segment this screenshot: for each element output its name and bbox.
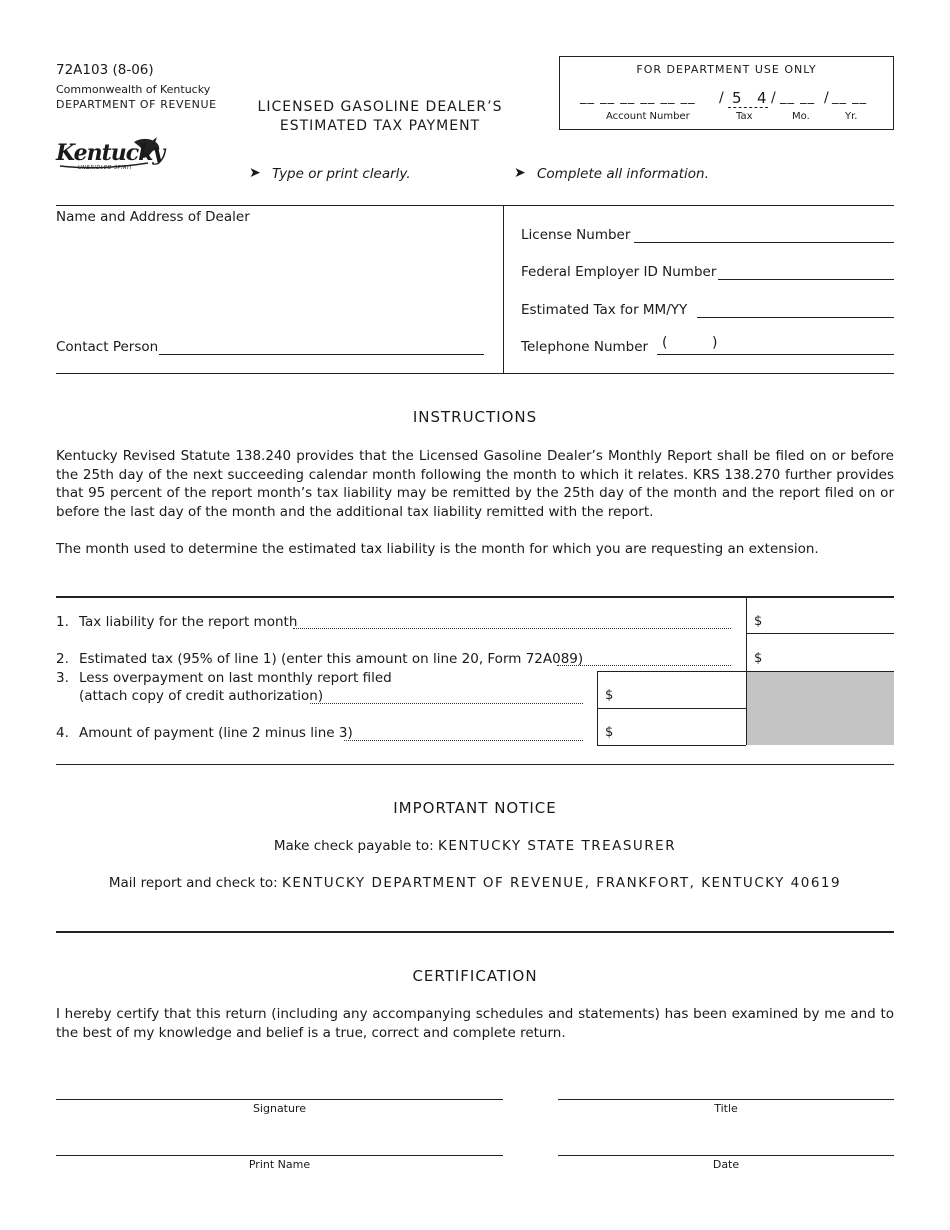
- line-2-text: Estimated tax (95% of line 1) (enter this amount on line 20, Form 72A089): [79, 651, 584, 667]
- name-address-field[interactable]: [56, 230, 496, 325]
- slash-3: /: [824, 90, 829, 106]
- fein-label: Federal Employer ID Number: [521, 264, 717, 280]
- tax-code-digit-1[interactable]: 5: [732, 89, 742, 107]
- department-use-box: [559, 56, 894, 130]
- slash-2: /: [771, 90, 776, 106]
- payable-label: Make check payable to:: [273, 838, 434, 854]
- divider: [746, 633, 894, 634]
- line-4-text: Amount of payment (line 2 minus line 3): [79, 725, 353, 741]
- title-field[interactable]: [558, 1099, 894, 1100]
- instructions-heading: INSTRUCTIONS: [412, 408, 538, 426]
- instruction-complete-info: Complete all information.: [537, 166, 709, 182]
- date-label: Date: [712, 1158, 740, 1171]
- mail-value: KENTUCKY DEPARTMENT OF REVENUE, FRANKFORT, KENTUCKY 40619: [282, 875, 842, 891]
- line-4-amount-field[interactable]: [617, 709, 744, 744]
- name-address-label: Name and Address of Dealer: [56, 209, 250, 225]
- line-3-text-2: (attach copy of credit authorization): [79, 688, 324, 704]
- certification-heading: CERTIFICATION: [412, 967, 538, 985]
- department-use-title: FOR DEPARTMENT USE ONLY: [636, 63, 817, 76]
- slash-1: /: [719, 90, 724, 106]
- mail-line: [56, 875, 894, 891]
- agency-line-1: Commonwealth of Kentucky: [56, 83, 211, 96]
- line-3-currency: $: [605, 688, 614, 703]
- line-2-currency: $: [754, 651, 763, 666]
- license-number-label: License Number: [521, 227, 631, 243]
- date-field[interactable]: [558, 1155, 894, 1156]
- month-field[interactable]: __ __: [780, 90, 816, 105]
- line-2-amount-field[interactable]: [766, 635, 892, 669]
- license-number-field[interactable]: [634, 242, 894, 243]
- account-number-field[interactable]: __ __ __ __ __ __: [580, 90, 696, 105]
- form-title-line-1: LICENSED GASOLINE DEALER’S: [257, 99, 503, 115]
- tax-label: Tax: [736, 111, 753, 122]
- tax-code-digit-2[interactable]: 4: [757, 89, 767, 107]
- line-3-leader: [310, 703, 583, 704]
- line-3-text: Less overpayment on last monthly report filed: [79, 670, 392, 686]
- line-4-currency: $: [605, 725, 614, 740]
- divider: [56, 205, 894, 206]
- print-name-label: Print Name: [248, 1158, 311, 1171]
- estimated-tax-period-label: Estimated Tax for MM/YY: [521, 302, 688, 318]
- divider: [503, 205, 504, 373]
- line-1-leader: [293, 628, 731, 629]
- kentucky-logo: [56, 136, 166, 176]
- form-title-line-2: ESTIMATED TAX PAYMENT: [279, 118, 481, 134]
- contact-person-label: Contact Person: [56, 339, 159, 355]
- payable-line: [56, 838, 894, 854]
- arrow-right-icon: ➤: [514, 165, 526, 181]
- year-field[interactable]: __ __: [832, 90, 868, 105]
- line-4-leader: [344, 740, 583, 741]
- mail-label: Mail report and check to:: [108, 875, 278, 891]
- logo-wordmark: Kentucky: [56, 140, 165, 166]
- telephone-label: Telephone Number: [521, 339, 649, 355]
- form-number: 72A103 (8-06): [56, 62, 154, 78]
- notice-heading: IMPORTANT NOTICE: [393, 799, 557, 817]
- line-1-text: Tax liability for the report month: [79, 614, 298, 630]
- line-4-number: 4.: [56, 725, 69, 741]
- fein-field[interactable]: [718, 279, 894, 280]
- certification-text: I hereby certify that this return (including any accompanying schedules and statements) has been examined by me and to the best of my knowledge and belief is a true, correct and complete return.: [56, 1006, 894, 1041]
- instruction-type-print: Type or print clearly.: [272, 166, 411, 182]
- mo-label: Mo.: [792, 111, 810, 122]
- contact-person-field[interactable]: [159, 354, 484, 355]
- telephone-field[interactable]: [657, 354, 894, 355]
- payable-value: KENTUCKY STATE TREASURER: [437, 838, 677, 854]
- divider: [597, 745, 746, 746]
- arrow-right-icon: ➤: [249, 165, 261, 181]
- instructions-paragraph-2: The month used to determine the estimated tax liability is the month for which you are requesting an extension.: [56, 541, 819, 557]
- estimated-tax-period-field[interactable]: [697, 317, 894, 318]
- tax-underline: [728, 107, 768, 108]
- divider: [56, 373, 894, 374]
- line-2-leader: [557, 665, 731, 666]
- line-1-number: 1.: [56, 614, 69, 630]
- instructions-paragraph-1: Kentucky Revised Statute 138.240 provides that the Licensed Gasoline Dealer’s Monthly Report shall be filed on or before the 25th day of the next succeeding calendar month following the month to which it relates. KRS 138.270 further provides that 95 percent of the report month’s tax liability may be remitted by the 25th day of the month and the report filed on or before the last day of the month and the additional tax liability remitted with the report.: [56, 448, 894, 520]
- line-3-amount-field[interactable]: [617, 672, 744, 707]
- agency-line-2: DEPARTMENT OF REVENUE: [56, 98, 217, 111]
- account-number-label: Account Number: [606, 111, 690, 122]
- divider: [56, 764, 894, 765]
- line-2-number: 2.: [56, 651, 69, 667]
- signature-field[interactable]: [56, 1099, 503, 1100]
- signature-label: Signature: [252, 1102, 307, 1115]
- yr-label: Yr.: [845, 111, 858, 122]
- logo-tagline: UNBRIDLED SPIRIT: [78, 165, 133, 171]
- title-label: Title: [714, 1102, 738, 1115]
- line-1-currency: $: [754, 614, 763, 629]
- shaded-cell: [746, 671, 894, 745]
- divider: [56, 931, 894, 933]
- line-3-number: 3.: [56, 670, 69, 686]
- telephone-area-code: ( ): [662, 335, 718, 351]
- print-name-field[interactable]: [56, 1155, 503, 1156]
- line-1-amount-field[interactable]: [766, 598, 892, 632]
